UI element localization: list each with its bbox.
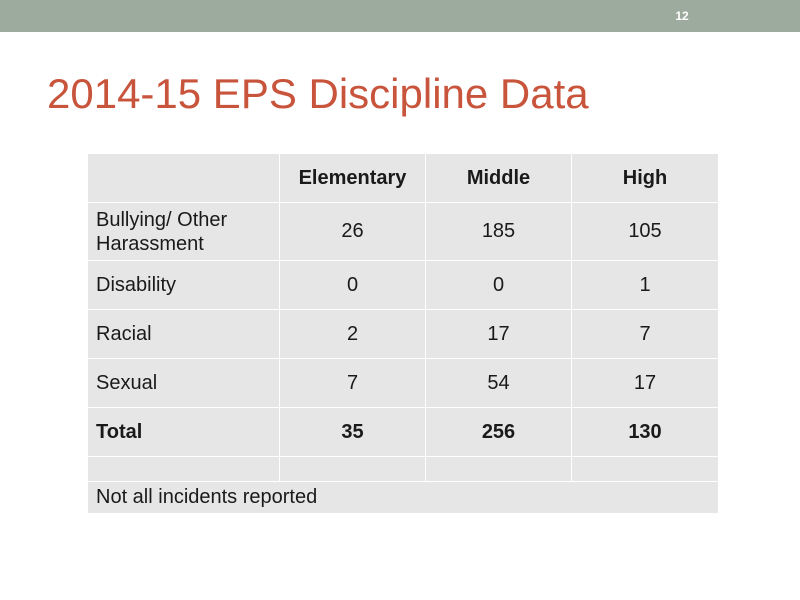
cell-high: 1 — [572, 261, 719, 310]
header-cell-high: High — [572, 154, 719, 203]
table-header-row — [88, 154, 719, 203]
cell-high: 105 — [572, 203, 719, 261]
row-label-line: Bullying/ Other — [96, 208, 228, 231]
header-cell-middle: Middle — [426, 154, 572, 203]
total-middle: 256 — [426, 408, 572, 457]
cell-middle: 54 — [426, 359, 572, 408]
slide-number: 12 — [675, 9, 689, 23]
header-cell-elementary: Elementary — [280, 154, 426, 203]
cell-high: 17 — [572, 359, 719, 408]
table-row — [88, 203, 719, 261]
cell-elementary: 7 — [280, 359, 426, 408]
cell-middle: 185 — [426, 203, 572, 261]
row-label-line: Harassment — [96, 232, 204, 255]
table-note: Not all incidents reported — [88, 482, 719, 514]
total-elementary: 35 — [280, 408, 426, 457]
discipline-data-table — [87, 153, 719, 514]
table-total-row — [88, 408, 719, 457]
table-empty-row — [88, 457, 719, 482]
cell-high: 7 — [572, 310, 719, 359]
cell-elementary: 2 — [280, 310, 426, 359]
cell-middle: 17 — [426, 310, 572, 359]
cell-elementary: 26 — [280, 203, 426, 261]
cell-elementary: 0 — [280, 261, 426, 310]
row-label-sexual: Sexual — [88, 359, 280, 408]
empty-cell — [572, 457, 719, 482]
table-note-row — [88, 482, 719, 514]
top-bar — [0, 0, 800, 32]
empty-cell — [280, 457, 426, 482]
row-label-racial: Racial — [88, 310, 280, 359]
table-row — [88, 310, 719, 359]
cell-middle: 0 — [426, 261, 572, 310]
slide-title: 2014-15 EPS Discipline Data — [47, 70, 589, 117]
row-label-disability: Disability — [88, 261, 280, 310]
total-high: 130 — [572, 408, 719, 457]
row-label-total: Total — [88, 408, 280, 457]
row-label-bullying — [88, 203, 280, 261]
header-cell-empty — [88, 154, 280, 203]
table-row — [88, 359, 719, 408]
empty-cell — [88, 457, 280, 482]
table-row — [88, 261, 719, 310]
empty-cell — [426, 457, 572, 482]
